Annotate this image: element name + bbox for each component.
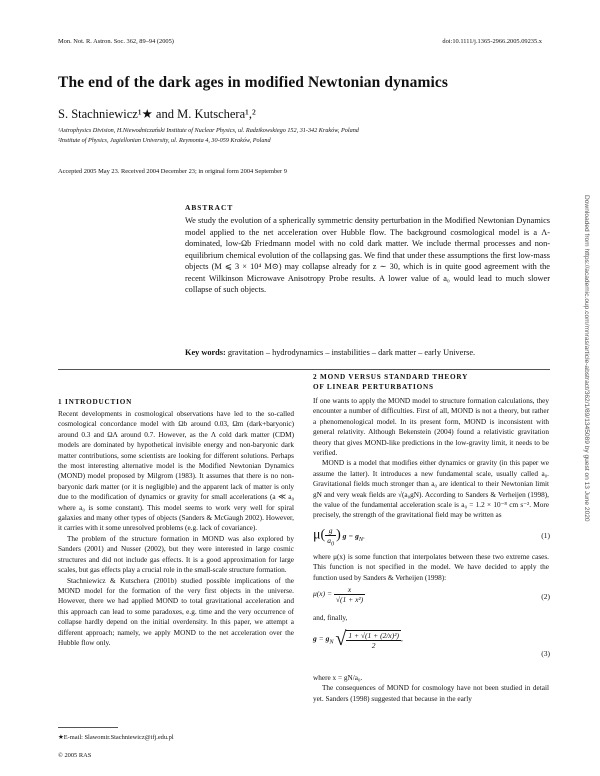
section-2-paragraph: The consequences of MOND for cosmology have not been studied in detail yet. Sanders (1998) suggested that because in the early [313,684,549,703]
section-2-paragraph: MOND is a model that modifies either dynamics or gravity (in this paper we assume the latter). It introduces a new fundamental scale, usually called a₀. Gravitational fields much stronger than a₀ are identical to their Newtonian limit gN and very weak fields are √(a₀gN). According to Sanders & Verheijen (1998), the value of the fundamental acceleration scale is a₀ = 1.2 × 10⁻⁸ cm s⁻². More precisely, the strength of the gravitational field may be written as [313,459,549,520]
download-sidebar [583,195,600,665]
section-1-heading: 1 INTRODUCTION [58,398,133,406]
section-2-body-bottom [313,673,549,704]
section-2-paragraph: and, finally, [313,614,348,622]
accepted-dates: Accepted 2005 May 23. Received 2004 December 23; in original form 2004 September 9 [58,168,287,175]
section-1-paragraph: Stachniewicz & Kutschera (2001b) studied possible implications of the MOND model for the formation of the very first objects in the universe. However, there we had applied MOND to total gravitational acceleration and this approach can lead to some paradoxes, e.g. time and the very occurrence of collapse hardly depend on the initial overdensity. In this paper, we attempt a different approach; namely, we apply MOND to the net acceleration over the Hubble flow only. [58,576,294,647]
section-2-body-mid [313,552,549,583]
copyright: © 2005 RAS [58,752,92,759]
footnote-email: ★E-mail: Slawomir.Stachniewicz@ifj.edu.pl [58,734,174,741]
section-2-paragraph: where μ(x) is some function that interpolates between these two extreme cases. This function is not specified in the model. We have decided to apply the function used by Sanders & Verheijen (1998): [313,553,549,582]
section-2-finally [313,613,549,623]
equation-1-number: (1) [541,531,550,540]
section-2-paragraph: where x = gN/a₀. [313,674,363,682]
section-2-heading-line-2: OF LINEAR PERTURBATIONS [313,383,434,391]
equation-2: μ(x) = $\frac{x}{\text{√(1 + x²)}}$ [313,585,364,604]
abstract-divider [58,369,550,370]
affiliation-2: ²Institute of Physics, Jagiellonian University, ul. Reymonta 4, 30-059 Kraków, Poland [58,137,271,144]
section-1-body [58,409,294,648]
section-2-paragraph: If one wants to apply the MOND model to structure formation calculations, they encounter a number of difficulties. First of all, MOND is not a theory, but rather a phenomenological model. In its present form, MOND is inconsistent with general relativity. Although Bekenstein (2004) found a relativistic gravitation theory that gives MOND-like predictions in the low-gravity limit, it needs to be verified. [313,397,549,458]
affiliation-1: ¹Astrophysics Division, H.Niewodniczański Institute of Nuclear Physics, ul. Radzikowskiego 152, 31-342 Kraków, Poland [58,127,359,134]
equation-3: $g = g_N$ √ $\frac{\text{1 + √(1 + (2/x)²)}}{2}$ , [313,628,403,650]
equation-3-number: (3) [541,649,550,658]
section-2-body-top [313,396,549,521]
download-notice[interactable]: Downloaded from https://academic.oup.com/mnras/article-abstract/362/1/89/1345089 by guest on 13 June 2020 [583,195,590,522]
journal-citation: Mon. Not. R. Astron. Soc. 362, 89–94 (2005) [58,38,174,45]
paper-title: The end of the dark ages in modified Newtonian dynamics [58,74,449,91]
section-1-paragraph: The problem of the structure formation in MOND was also explored by Sanders (2001) and Nusser (2002), but they were interested in large cosmic structures and did not include gas effects. It is a good approximation for large scales, but gas effects play a crucial role in the small-scale structure formation. [58,534,294,575]
keywords-label: Key words: [185,348,226,357]
abstract-text: We study the evolution of a spherically symmetric density perturbation in the Modified Newtonian Dynamics model applied to the net acceleration over Hubble flow. The background cosmological model is a Λ-dominated, low-Ωb Friedmann model with no cold dark matter. We include thermal processes and non-equilibrium chemical evolution of the collapsing gas. We find that under these assumptions the first low-mass objects (M ⩽ 3 × 10⁴ M⊙) may collapse already for z ∼ 30, which is in quite good agreement with the recent Wilkinson Microwave Anisotropy Probe results. A lower value of a₀ would lead to much slower collapse of such objects. [185,216,550,294]
footnote-divider [58,727,118,728]
section-1-paragraph: Recent developments in cosmological observations have led to the so-called cosmological concordance model with Ωb around 0.03, Ωm (dark+baryonic) around 0.3 and ΩΛ around 0.7. However, as the Λ cold dark matter (CDM) models are dominated by hypothetical invisible energy and non-baryonic dark matter contributions, some scientists are looking for different solutions. Perhaps the most interesting alternative model is the Modified Newtonian Dynamics (MOND) model proposed by Milgrom (1983). It assumes that there is no non-baryonic dark matter (or it is negligible) and the apparent lack of matter is only due to the modification of dynamics or gravity for small accelerations (a ≪ a₀ where a₀ is some constant). This model seems to work very well for spiral galaxies and many other types of objects (Sanders & McGaugh 2002). However, it carries with it some unresolved problems (e.g. lack of covariance). [58,410,294,533]
keywords [185,348,550,357]
doi: doi:10.1111/j.1365-2966.2005.09235.x [442,38,542,45]
keywords-list: gravitation – hydrodynamics – instabilities – dark matter – early Universe. [227,348,476,357]
equation-1: μ( $\frac{g}{a_0}$ ) $g = g_N$. [313,526,365,548]
abstract-heading: ABSTRACT [185,203,234,212]
equation-2-number: (2) [541,592,550,601]
section-2-heading-line-1: 2 MOND VERSUS STANDARD THEORY [313,373,469,381]
authors: S. Stachniewicz¹★ and M. Kutschera¹,² [58,107,256,121]
